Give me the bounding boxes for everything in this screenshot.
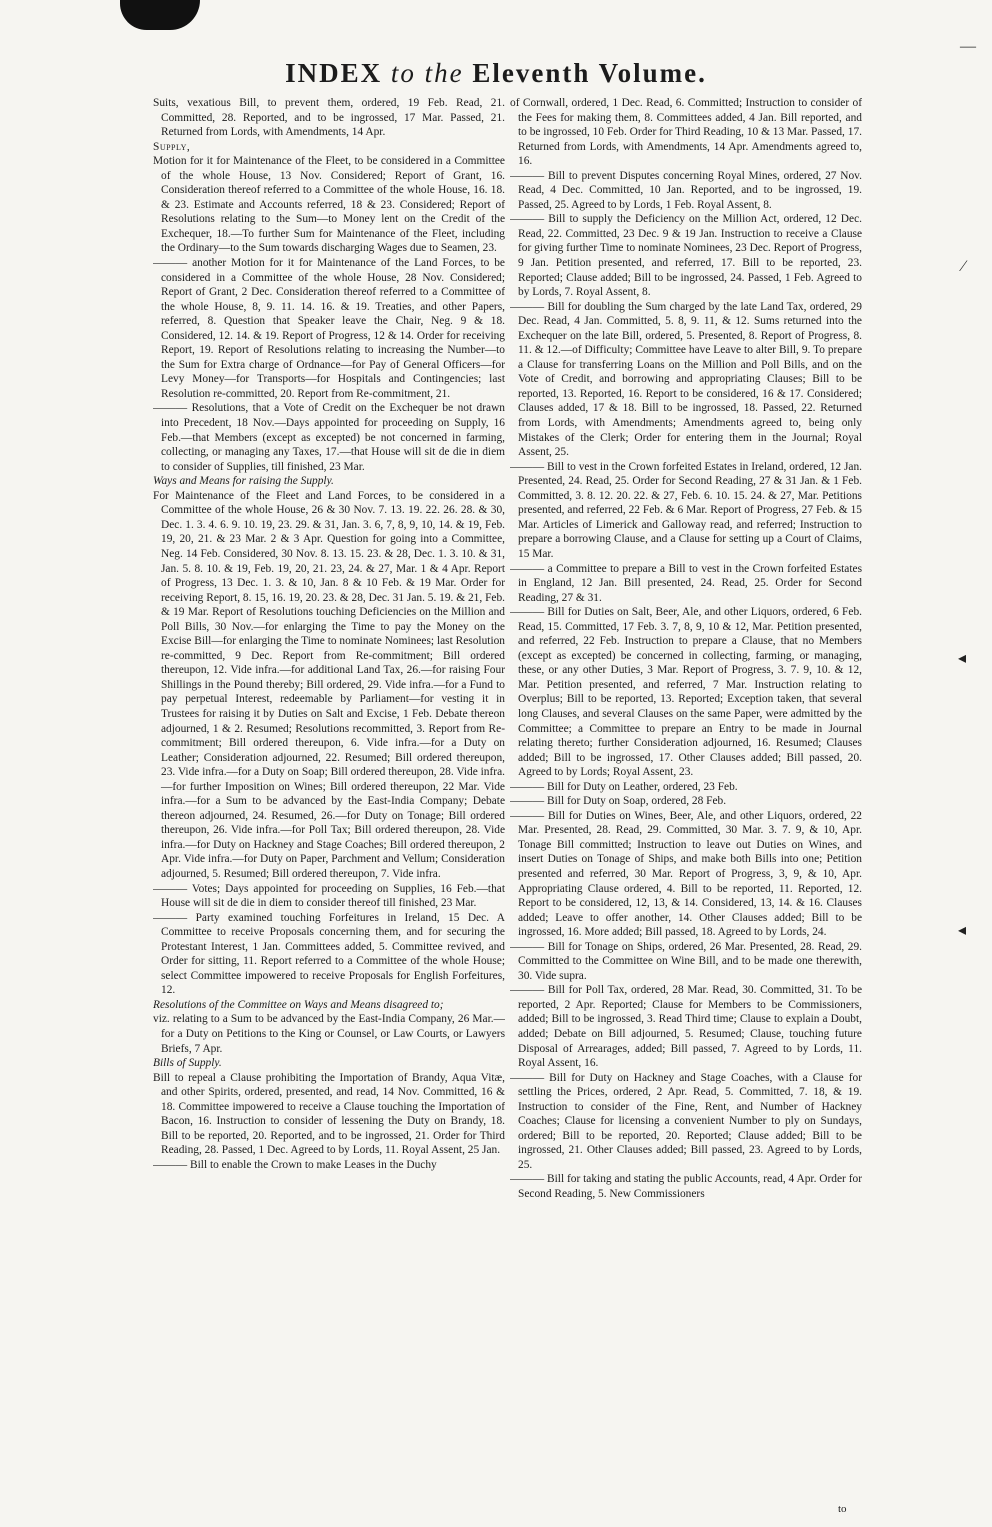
index-entry: Motion for it for Maintenance of the Fleet, to be considered in a Committee of the whole House, 13 Nov. Considered; Report of Grant, 16. Consideration thereof referred to a Committee of the whole House, 16. 18. & 23. Estimate and Accounts referred, 18 & 23. Considered; Report of Resolutions relating to the Sum—to Money lent on the Credit of the Exchequer, 18.—To further Sum for Maintenance of the Fleet, including the Ordinary—to the Sum towards discharging Wages due to Seamen, 23. (153, 155, 505, 255)
index-entry: ——— a Committee to prepare a Bill to vest in the Crown forfeited Estates in England, 12 Jan. Bill presented, 24. Read, 25. Order for Second Reading, 27 & 31. (510, 562, 862, 604)
index-entry: ——— Bill for Duties on Wines, Beer, Ale, and other Liquors, ordered, 22 Mar. Presented, 28. Read, 29. Committed, 30 Mar. 3. 7. 9, & 10, Apr. Tonage Bill committed; Instruction to leave out Duties on Wines, and insert Duties on Tonage of Ships, and make both Bills into one; Petition presented and referred, 30 Mar. Report of Progress, 3, 9, & 10, Apr. Appropriating Clause ordered, 4. Bill to be reported, 11. Reported, 12. Report to be considered, 12, 13, & 14. Considered, 13, 14. & 16. Clauses added; Leave to offer another, 14. Other Clauses added; Bill to be ingrossed, 16. More added; Bill passed, 18. Agreed to by Lords, 24. (510, 809, 862, 939)
left-column (153, 96, 505, 1516)
ink-blot (120, 0, 200, 30)
index-entry: ——— Bill to vest in the Crown forfeited Estates in Ireland, ordered, 12 Jan. Presented, 24. Read, 25. Order for Second Reading, 27 & 31 Jan. & 1 Feb. Committed, 3. 8. 12. 20. 22. & 27, Feb. 6. 10. 15. 24. & 27, Mar. Petitions presented, and referred, 22 Feb. & 6 Mar. Report of Progress, 27 Feb. & 15 Mar. Articles of Limerick and Galloway read, and referred; Instruction to prepare a borrowing Clause, and a Clause for setting up a Court of Claims, 15 Mar. (510, 460, 862, 560)
margin-mark: ◂ (958, 650, 967, 667)
catchword: to (838, 1503, 847, 1515)
index-entry: ——— Bill to supply the Deficiency on the Million Act, ordered, 12 Dec. Read, 22. Committed, 23 Dec. 9 & 19 Jan. Instruction to receive a Clause for giving further Time to nominate Nominees, 23 Dec. Report of Progress, 9 Jan. Petition presented, and referred, 17. Bill to be reported, 23. Reported; Clause added; Bill to be ingrossed, 24. Passed, 1 Feb. Agreed to by Lords, 7. Royal Assent, 8. (510, 213, 862, 299)
index-entry: ——— another Motion for it for Maintenance of the Land Forces, to be considered in a Committee of the whole House, 28 Nov. Considered; Report of Grant, 2 Dec. Consideration thereof referred to a Committee of the whole House, 8, 9. 11. 14. 16. & 19. Treaties, and other Papers, referred, 8. Question that Speaker leave the Chair, Neg. 9 & 18. Considered, 12. 14. & 19. Report of Progress, 12 & 14. Order for receiving Report, 19. Report of Resolutions relating to increasing the Number—to the Sum for Extra charge of Ordnance—for Pay of General Officers—for Levy Money—for Transports—for Hospitals and Contingencies; last Resolution re-committed, 20. Report from Re-commitment, 21. (153, 257, 505, 400)
index-heading: Bills of Supply. (153, 1057, 222, 1070)
index-entry: For Maintenance of the Fleet and Land Forces, to be considered in a Committee of the whole House, 26 & 30 Nov. 7. 13. 19. 22. 26. 28. & 30, Dec. 1. 3. 4. 6. 9. 10. 19, 23. 29. & 31, Jan. 3. 6, 7, 8, 9, 10, 14. & 19, Feb. 19, 20, 21. & 23 Mar. 2 & 3 Apr. Question for going into a Committee, Neg. 14 Feb. Considered, 30 Nov. 8. 13. 15. 23. & 28, Dec. 1. 3. 10. & 31, Jan. 5. 8. 10. & 19, Feb. 19, 20, 21. 23, 24. & 27, Mar. 1 & 4 Apr. Report of Progress, 13 Dec. 1. 3. & 10, Jan. 8 & 10 Feb. & 19 Mar. Order for receiving Report, 8. 15, 16. 19, 20. 23. & 28, Dec. 31 Jan. 5. 19. & 21, Feb. & 19 Mar. Report of Resolutions touching Deficiencies on the Million and Poll Bills, 30 Nov.—for enlarging the Time to pay the Money on the Excise Bill—for enlarging the Time to nominate Nominees; last Resolution re-committed, 9 Dec. Report from Re-commitment; Bill ordered thereupon, 12. Vide infra.—for additional Land Tax, 26.—for raising Four Shillings in the Pound thereby; Bill ordered, 29. Vide infra.—for a Fund to pay perpetual Interest, redeemable by Parliament—for vesting it in Trustees for raising it by Duties on Salt and Excise, 1 Feb. Debate thereon adjourned, 1 & 2. Resumed; Resolutions recommitted, 3. Report from Re-commitment; Bill ordered thereupon, 6. Vide infra.—for a Duty on Leather; Consideration adjourned, 22. Resumed; Bill ordered thereupon, 23. Vide infra.—for a Duty on Soap; Bill ordered thereupon, 28. Vide infra.—for further Imposition on Wines; Bill ordered thereupon, 22 Mar. Vide infra.—for a Sum to be advanced by the East-India Company; Debate thereon adjourned, 24. Resumed, 26.—for Duty on Tonage; Bill ordered thereupon, 26. Vide infra.—for Poll Tax; Bill ordered thereupon, 28. Vide infra.—for Duty on Hackney and Stage Coaches; Bill ordered thereupon, 2 Apr. Vide infra.—for Duty on Paper, Parchment and Vellum; Consideration adjourned, 5. Resumed; Bill ordered thereupon, 7. Vide infra. (153, 489, 505, 880)
title-to-the: to the (390, 58, 464, 88)
index-entry: ——— Votes; Days appointed for proceeding on Supplies, 16 Feb.—that House will sit de die in diem to consider thereof till finished, 23 Mar. (153, 882, 505, 910)
index-entry: Suits, vexatious Bill, to prevent them, ordered, 19 Feb. Read, 21. Committed, 28. Reported, and to be ingrossed, 17 Mar. Passed, 21. Returned from Lords, with Amendments, 14 Apr. (153, 97, 505, 139)
index-entry: ——— Bill for taking and stating the public Accounts, read, 4 Apr. Order for Second Reading, 5. New Commissioners (510, 1173, 862, 1201)
index-entry: ——— Bill for doubling the Sum charged by the late Land Tax, ordered, 29 Dec. Read, 4 Jan. Committed, 5. 8, 9. 11, & 12. Sums returned into the Exchequer on the late Bill, ordered, 5. Presented, 8. Report of Progress, 8. 11. & 12.—of Difficulty; Committee have Leave to alter Bill, 9. To prepare a Clause for transferring Loans on the Million and Poll Bills, and on the Vote of Credit, and borrowing and appropriating Clauses; Bill to be reported, 13. Reported, 16. Report to be considered, 16 & 17. Considered; Clauses added, 17 & 18. Bill to be ingrossed, 18. Passed, 22. Returned from Lords, with Amendments; Amendments agreed to, being only Mistakes of the Clerk; Order for entering them in the Journal; Royal Assent, 25. (510, 300, 862, 459)
index-entry: ——— Resolutions, that a Vote of Credit on the Exchequer be not drawn into Precedent, 18 Nov.—Days appointed for proceeding on Supply, 16 Feb.—that Members (except as excepted) be not concerned in farming, collecting, or managing any Taxes, 17.—that House will sit de die in diem to consider of Supplies, till finished, 23 Mar. (153, 402, 505, 473)
index-heading: Resolutions of the Committee on Ways and Means disagreed to; (153, 998, 444, 1011)
index-entry: ——— Bill for Duty on Soap, ordered, 28 Feb. (510, 795, 727, 808)
index-entry: ——— Bill for Duties on Salt, Beer, Ale, and other Liquors, ordered, 6 Feb. Read, 15. Committed, 17 Feb. 3. 7, 8, 9, 10 & 12, Mar. Petition presented, and referred, 22 Feb. Instruction to prepare a Clause, that no Members (except as excepted) be concerned in collecting, farming, or managing, these, or any other Duties, 3 Mar. Report of Progress, 3. 7. 9, 10. & 12, Mar. Petition presented, and referred, 7 Mar. Instruction relating to Overplus; Bill to be reported, 13. Reported; Exception taken, that several long Clauses, and several Clauses on the same Paper, were admitted by the Committee; a Committee to prepare an Entry to be made in Journal relating thereto; further Consideration adjourned, 16. Resumed; Clauses added; Bill to be ingrossed, 17. Other Clauses added; Bill passed, 20. Agreed to by Lords; Royal Assent, 23. (510, 606, 862, 779)
margin-mark: ⁄ (962, 258, 965, 275)
margin-mark: — (960, 38, 976, 55)
index-entry: ——— Bill for Tonage on Ships, ordered, 26 Mar. Presented, 28. Read, 29. Committed to the Committee on Wine Bill, and to be made one therewith, 30. Vide supra. (510, 940, 862, 982)
index-heading: Ways and Means for raising the Supply. (153, 475, 334, 488)
index-entry: viz. relating to a Sum to be advanced by the East-India Company, 26 Mar.—for a Duty on Petitions to the King or Counsel, or Law Courts, or Lawyers Briefs, 7 Apr. (153, 1013, 505, 1055)
index-entry: Bill to repeal a Clause prohibiting the Importation of Brandy, Aqua Vitæ, and other Spirits, ordered, presented, and read, 14 Nov. Committed, 16 & 18. Committee impowered to receive a Clause touching the Importation of Bacon, 16. Instruction to consider of lessening the Duty on Brandy, 18. Bill to be reported, 20. Reported, and to be ingrossed, 21. Order for Third Reading, 28. Passed, 1 Dec. Agreed to by Lords, 11. Royal Assent, 25 Jan. (153, 1071, 505, 1157)
index-entry: ——— Bill for Duty on Leather, ordered, 23 Feb. (510, 780, 738, 793)
index-entry: ——— Party examined touching Forfeitures in Ireland, 15 Dec. A Committee to receive Proposals concerning them, and for securing the Protestant Interest, 1 Jan. Committees added, 5. Committee revived, and Order for sitting, 11. Report referred to a Committee of the whole House; select Committee impowered to receive Proposals for English Forfeitures, 12. (153, 911, 505, 997)
index-heading: Supply, (153, 140, 191, 153)
index-entry: ——— Bill to prevent Disputes concerning Royal Mines, ordered, 27 Nov. Read, 4 Dec. Committed, 10 Jan. Reported, and to be ingrossed, 19. Passed, 25. Agreed to by Lords, 1 Feb. Royal Assent, 8. (510, 169, 862, 211)
title-volume: Eleventh Volume. (472, 58, 707, 88)
right-column (510, 96, 862, 1516)
index-entry: ——— Bill to enable the Crown to make Leases in the Duchy (153, 1158, 437, 1171)
margin-mark: ◂ (958, 922, 967, 939)
title-index: INDEX (285, 58, 383, 88)
index-entry: ——— Bill for Poll Tax, ordered, 28 Mar. Read, 30. Committed, 31. To be reported, 2 Apr. Reported; Clause for Members to be Commissioners, added; Bill to be ingrossed, 3. Read Third time; Clause to explain a Doubt, added; Debate on Bill adjourned, 5. Resumed; Clause, touching future Disposal of Arrearages, added; Bill passed, 7. Agreed to by Lords, 11. Royal Assent, 16. (510, 984, 862, 1070)
index-entry: ——— Bill for Duty on Hackney and Stage Coaches, with a Clause for settling the Prices, ordered, 2 Apr. Read, 5. Committed, 7. 18, & 19. Instruction to consider of the Fine, Rent, and Number of Hackney Coaches; Clause for licensing a convenient Number to ply on Sundays, ordered; Bill to be reported, 20. Reported; Clause added; Bill to be ingrossed, 21. Other Clauses added; Bill passed, 23. Agreed to by Lords, 25. (510, 1071, 862, 1171)
page-title (0, 58, 992, 89)
index-entry: of Cornwall, ordered, 1 Dec. Read, 6. Committed; Instruction to consider of the Fees for making them, 8. Committees added, 4 Jan. Bill reported, and to be ingrossed, 10 Feb. Order for Third Reading, 10 & 13 Mar. Passed, 17. Returned from Lords, with Amendments, 14 Apr. Amendments agreed to, 16. (510, 97, 862, 168)
